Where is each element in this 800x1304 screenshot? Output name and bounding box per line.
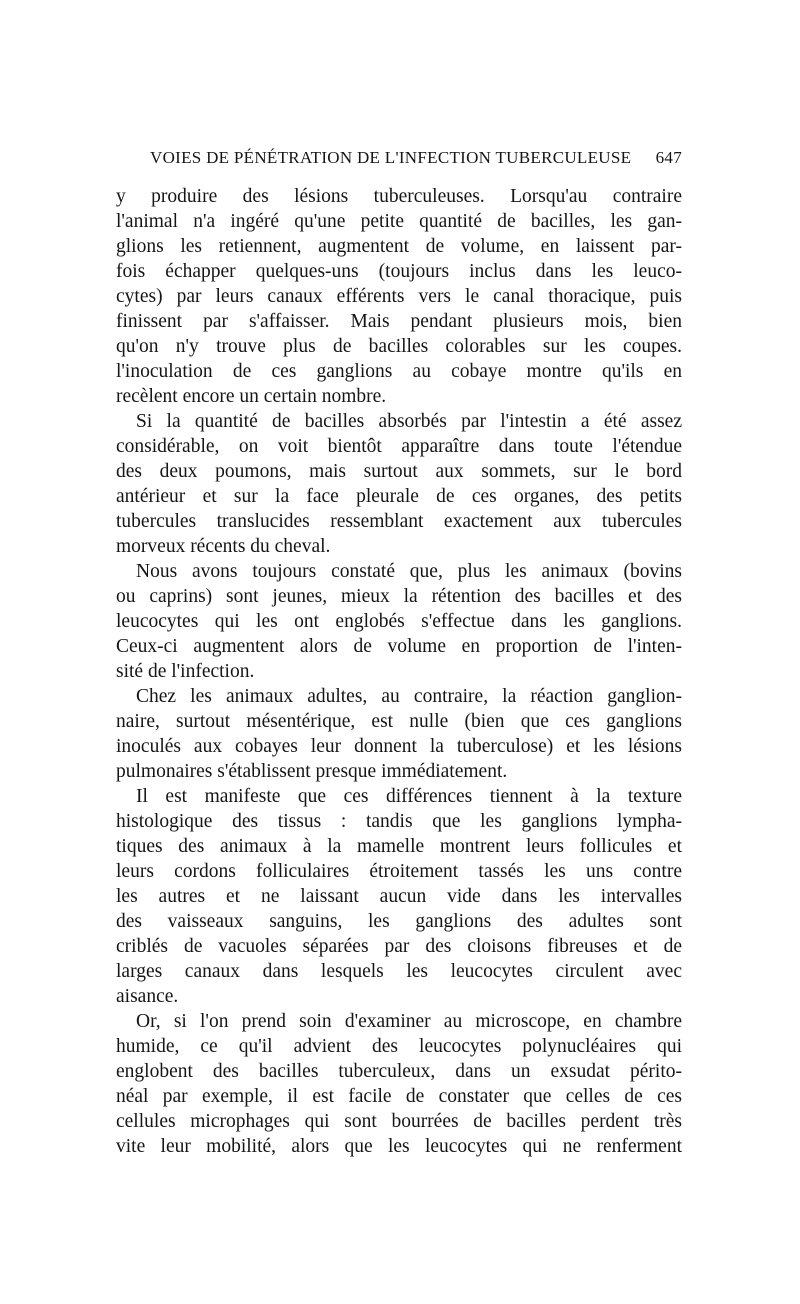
text-line: y produire des lésions tuberculeuses. Lorsqu'au contraire (116, 186, 682, 207)
text-line: morveux récents du cheval. (116, 536, 331, 557)
text-line: leucocytes qui les ont englobés s'effectue dans les ganglions. (116, 611, 682, 632)
text-line: l'animal n'a ingéré qu'une petite quantité de bacilles, les gan- (116, 211, 682, 232)
text-line: naire, surtout mésentérique, est nulle (bien que ces ganglions (116, 711, 682, 732)
text-line: histologique des tissus : tandis que les ganglions lympha- (116, 811, 682, 832)
text-line: aisance. (116, 986, 179, 1007)
text-line: des deux poumons, mais surtout aux sommets, sur le bord (116, 461, 682, 482)
text-line: l'inoculation de ces ganglions au cobaye montre qu'ils en (116, 361, 682, 382)
paragraph-2 (116, 409, 682, 559)
paragraph-5 (116, 784, 682, 1009)
text-line: sité de l'infection. (116, 661, 255, 682)
body-text (116, 184, 682, 1159)
paragraph-6 (116, 1009, 682, 1159)
text-line: vite leur mobilité, alors que les leucocytes qui ne renferment (116, 1136, 682, 1157)
text-line: des vaisseaux sanguins, les ganglions des adultes sont (116, 911, 682, 932)
text-line: tubercules translucides ressemblant exactement aux tubercules (116, 511, 682, 532)
text-line: antérieur et sur la face pleurale de ces organes, des petits (116, 486, 682, 507)
text-line: inoculés aux cobayes leur donnent la tuberculose) et les lésions (116, 736, 682, 757)
text-line: englobent des bacilles tuberculeux, dans un exsudat périto- (116, 1061, 682, 1082)
text-line: criblés de vacuoles séparées par des cloisons fibreuses et de (116, 936, 682, 957)
running-head (150, 148, 682, 174)
text-line: glions les retiennent, augmentent de volume, en laissent par- (116, 236, 682, 257)
text-line: humide, ce qu'il advient des leucocytes polynucléaires qui (116, 1036, 682, 1057)
paragraph-1 (116, 184, 682, 409)
text-line: cytes) par leurs canaux efférents vers le canal thoracique, puis (116, 286, 682, 307)
running-head-title: VOIES DE PÉNÉTRATION DE L'INFECTION TUBERCULEUSE (150, 148, 632, 167)
text-line: fois échapper quelques-uns (toujours inclus dans les leuco- (116, 261, 682, 282)
text-line: tiques des animaux à la mamelle montrent leurs follicules et (116, 836, 682, 857)
text-line: pulmonaires s'établissent presque immédiatement. (116, 761, 508, 782)
paragraph-4 (116, 684, 682, 784)
text-line: Il est manifeste que ces différences tiennent à la texture (136, 786, 682, 807)
text-line: finissent par s'affaisser. Mais pendant plusieurs mois, bien (116, 311, 682, 332)
text-line: cellules microphages qui sont bourrées de bacilles perdent très (116, 1111, 682, 1132)
text-line: Chez les animaux adultes, au contraire, la réaction ganglion- (136, 686, 682, 707)
text-line: qu'on n'y trouve plus de bacilles colorables sur les coupes. (116, 336, 682, 357)
paragraph-3 (116, 559, 682, 684)
text-line: Or, si l'on prend soin d'examiner au microscope, en chambre (136, 1011, 682, 1032)
text-line: ou caprins) sont jeunes, mieux la rétention des bacilles et des (116, 586, 682, 607)
text-line: Nous avons toujours constaté que, plus les animaux (bovins (136, 561, 682, 582)
text-line: Ceux-ci augmentent alors de volume en proportion de l'inten- (116, 636, 682, 657)
page-number: 647 (655, 148, 682, 167)
text-line: recèlent encore un certain nombre. (116, 386, 387, 407)
text-line: Si la quantité de bacilles absorbés par l'intestin a été assez (136, 411, 682, 432)
text-line: larges canaux dans lesquels les leucocytes circulent avec (116, 961, 682, 982)
text-line: considérable, on voit bientôt apparaître dans toute l'étendue (116, 436, 682, 457)
text-line: néal par exemple, il est facile de constater que celles de ces (116, 1086, 682, 1107)
text-line: leurs cordons folliculaires étroitement tassés les uns contre (116, 861, 682, 882)
text-line: les autres et ne laissant aucun vide dans les intervalles (116, 886, 682, 907)
